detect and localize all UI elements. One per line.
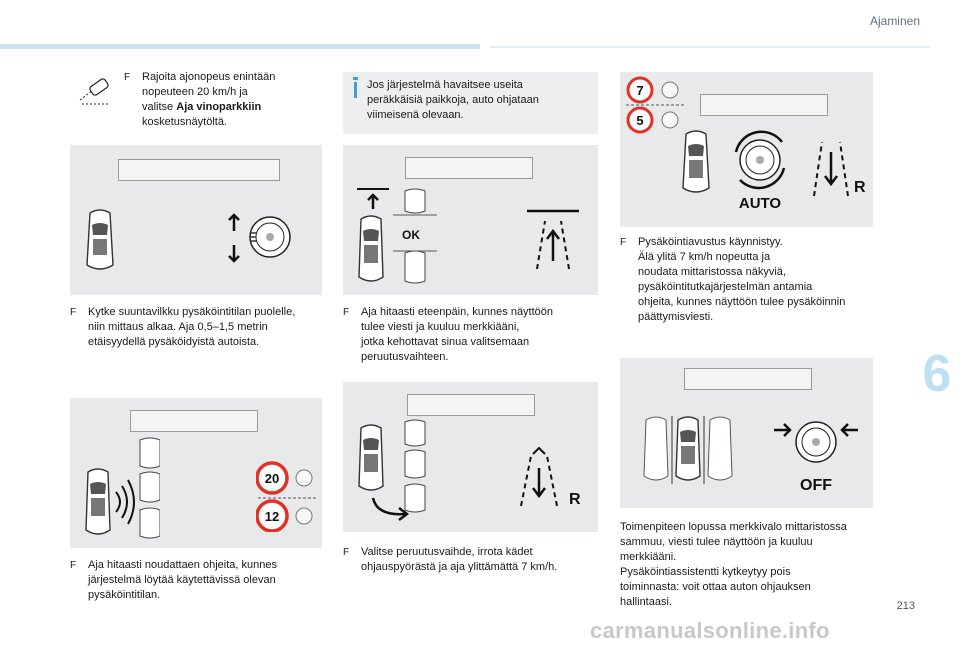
bullet-marker: F: [343, 547, 350, 558]
speed-value-20: 20: [264, 471, 280, 486]
display-screen-box: [407, 394, 535, 416]
intro-line: Rajoita ajonopeus enintään: [142, 71, 276, 83]
step-line: Aja hitaasti eteenpäin, kunnes näyttöön: [361, 306, 554, 318]
speed-value-12: 12: [264, 509, 280, 524]
car-parked-between-icon: [640, 414, 750, 486]
reverse-label: R: [854, 179, 866, 196]
display-screen-box: [118, 159, 280, 181]
car-reverse-path: [353, 418, 443, 528]
info-icon-bar: [354, 82, 357, 98]
step-drive-slowly: [70, 558, 332, 603]
step-line: päättymisviesti.: [638, 311, 714, 323]
info-text: [367, 78, 592, 123]
speed-limit-signs: [624, 76, 688, 136]
step-line: niin mittaus alkaa. Aja 0,5–1,5 metrin: [88, 321, 268, 333]
section-title: Ajaminen: [869, 14, 920, 28]
step-line: Aja hitaasti noudattaen ohjeita, kunnes: [88, 559, 277, 571]
step-line: järjestelmä löytää käytettävissä olevan: [88, 574, 276, 586]
header-accent-bar: [0, 44, 480, 49]
final-line: sammuu, viesti tulee näyttöön ja kuuluu: [620, 536, 813, 548]
car-icon: [678, 128, 714, 198]
auto-label: AUTO: [738, 195, 782, 212]
step-line: jotka kehottavat sinua valitsemaan: [361, 336, 530, 348]
intro-line: [142, 100, 324, 115]
illustration-space-found: [343, 145, 598, 295]
illustration-scan-start: [70, 145, 322, 295]
info-line: viimeisenä olevaan.: [367, 109, 464, 121]
bullet-marker: F: [620, 237, 627, 248]
bullet-marker: F: [343, 307, 350, 318]
bullet-marker: F: [70, 560, 77, 571]
info-icon: [353, 77, 358, 80]
speed-value-5: 5: [636, 113, 644, 128]
reverse-guidance-icon: [513, 444, 589, 510]
speed-value-7: 7: [636, 83, 644, 98]
final-line: Toimenpiteen lopussa merkkivalo mittaristossa: [620, 521, 847, 533]
steering-wheel-assist-icon: [220, 211, 300, 267]
speed-limit-signs: [256, 460, 320, 532]
info-line: peräkkäisiä paikkoja, auto ohjataan: [367, 94, 539, 106]
display-screen-box: [130, 410, 258, 432]
step-line: Älä ylitä 7 km/h nopeutta ja: [638, 251, 771, 263]
off-label: OFF: [800, 477, 832, 494]
menu-option-name: Aja vinoparkkiin: [176, 101, 262, 113]
final-line: toiminnasta: voit ottaa auton ohjauksen: [620, 581, 811, 593]
forward-guidance-icon: [523, 207, 583, 273]
car-parked-row-ok: [353, 185, 439, 295]
step-line: Kytke suuntavilkku pysäköintitilan puolelle,: [88, 306, 296, 318]
step-line: Pysäköintiavustus käynnistyy.: [638, 236, 783, 248]
intro-text: valitse: [142, 101, 177, 113]
info-line: Jos järjestelmä havaitsee useita: [367, 79, 523, 91]
final-note: [620, 520, 882, 610]
parked-cars-row: [80, 432, 160, 548]
step-line: ohjeita, kunnes näyttöön tulee pysäköinnin: [638, 296, 846, 308]
step-assist-active: [620, 235, 882, 325]
final-line: hallintaasi.: [620, 596, 672, 608]
bullet-marker: F: [70, 307, 77, 318]
illustration-space-search: [70, 398, 322, 548]
display-screen-box: [684, 368, 812, 390]
display-screen-box: [405, 157, 533, 179]
reverse-guidance-icon: [808, 134, 868, 200]
final-line: Pysäköintiassistentti kytkeytyy pois: [620, 566, 791, 578]
step-line: Valitse peruutusvaihde, irrota kädet: [361, 546, 533, 558]
final-line: merkkiääni.: [620, 551, 677, 563]
info-note: [343, 72, 598, 134]
step-drive-forward: [343, 305, 605, 365]
auto-steering-wheel-icon: [728, 128, 792, 212]
illustration-reverse-gear: [343, 382, 598, 532]
intro-line: nopeuteen 20 km/h ja: [142, 86, 248, 98]
illustration-assist-off: [620, 358, 873, 508]
touchscreen-hand-icon: [76, 76, 116, 108]
page-number: 213: [896, 600, 915, 612]
step-line: pysäköintitutkajärjestelmän antamia: [638, 281, 813, 293]
bullet-marker: F: [124, 72, 131, 83]
steering-wheel-handover-icon: [770, 414, 862, 498]
intro-line: kosketusnäytöltä.: [142, 116, 227, 128]
chapter-tab: [914, 342, 960, 406]
reverse-label: R: [569, 491, 581, 508]
step-line: ohjauspyörästä ja aja ylittämättä 7 km/h.: [361, 561, 558, 573]
intro-instruction: [124, 70, 324, 130]
step-line: pysäköintitilan.: [88, 589, 161, 601]
car-icon: [82, 207, 118, 273]
watermark: carmanualsonline.info: [590, 618, 830, 643]
header-rule: [490, 46, 930, 48]
step-line: tulee viesti ja kuuluu merkkiääni,: [361, 321, 520, 333]
step-line: etäisyydellä pysäköidyistä autoista.: [88, 336, 260, 348]
step-line: peruutusvaihteen.: [361, 351, 449, 363]
display-screen-box: [700, 94, 828, 116]
step-select-reverse: [343, 545, 605, 575]
illustration-auto-steering: [620, 72, 873, 227]
step-line: noudata mittaristossa näkyviä,: [638, 266, 786, 278]
ok-label: OK: [402, 228, 420, 242]
chapter-number: 6: [922, 345, 952, 403]
step-signal-measure: [70, 305, 332, 350]
